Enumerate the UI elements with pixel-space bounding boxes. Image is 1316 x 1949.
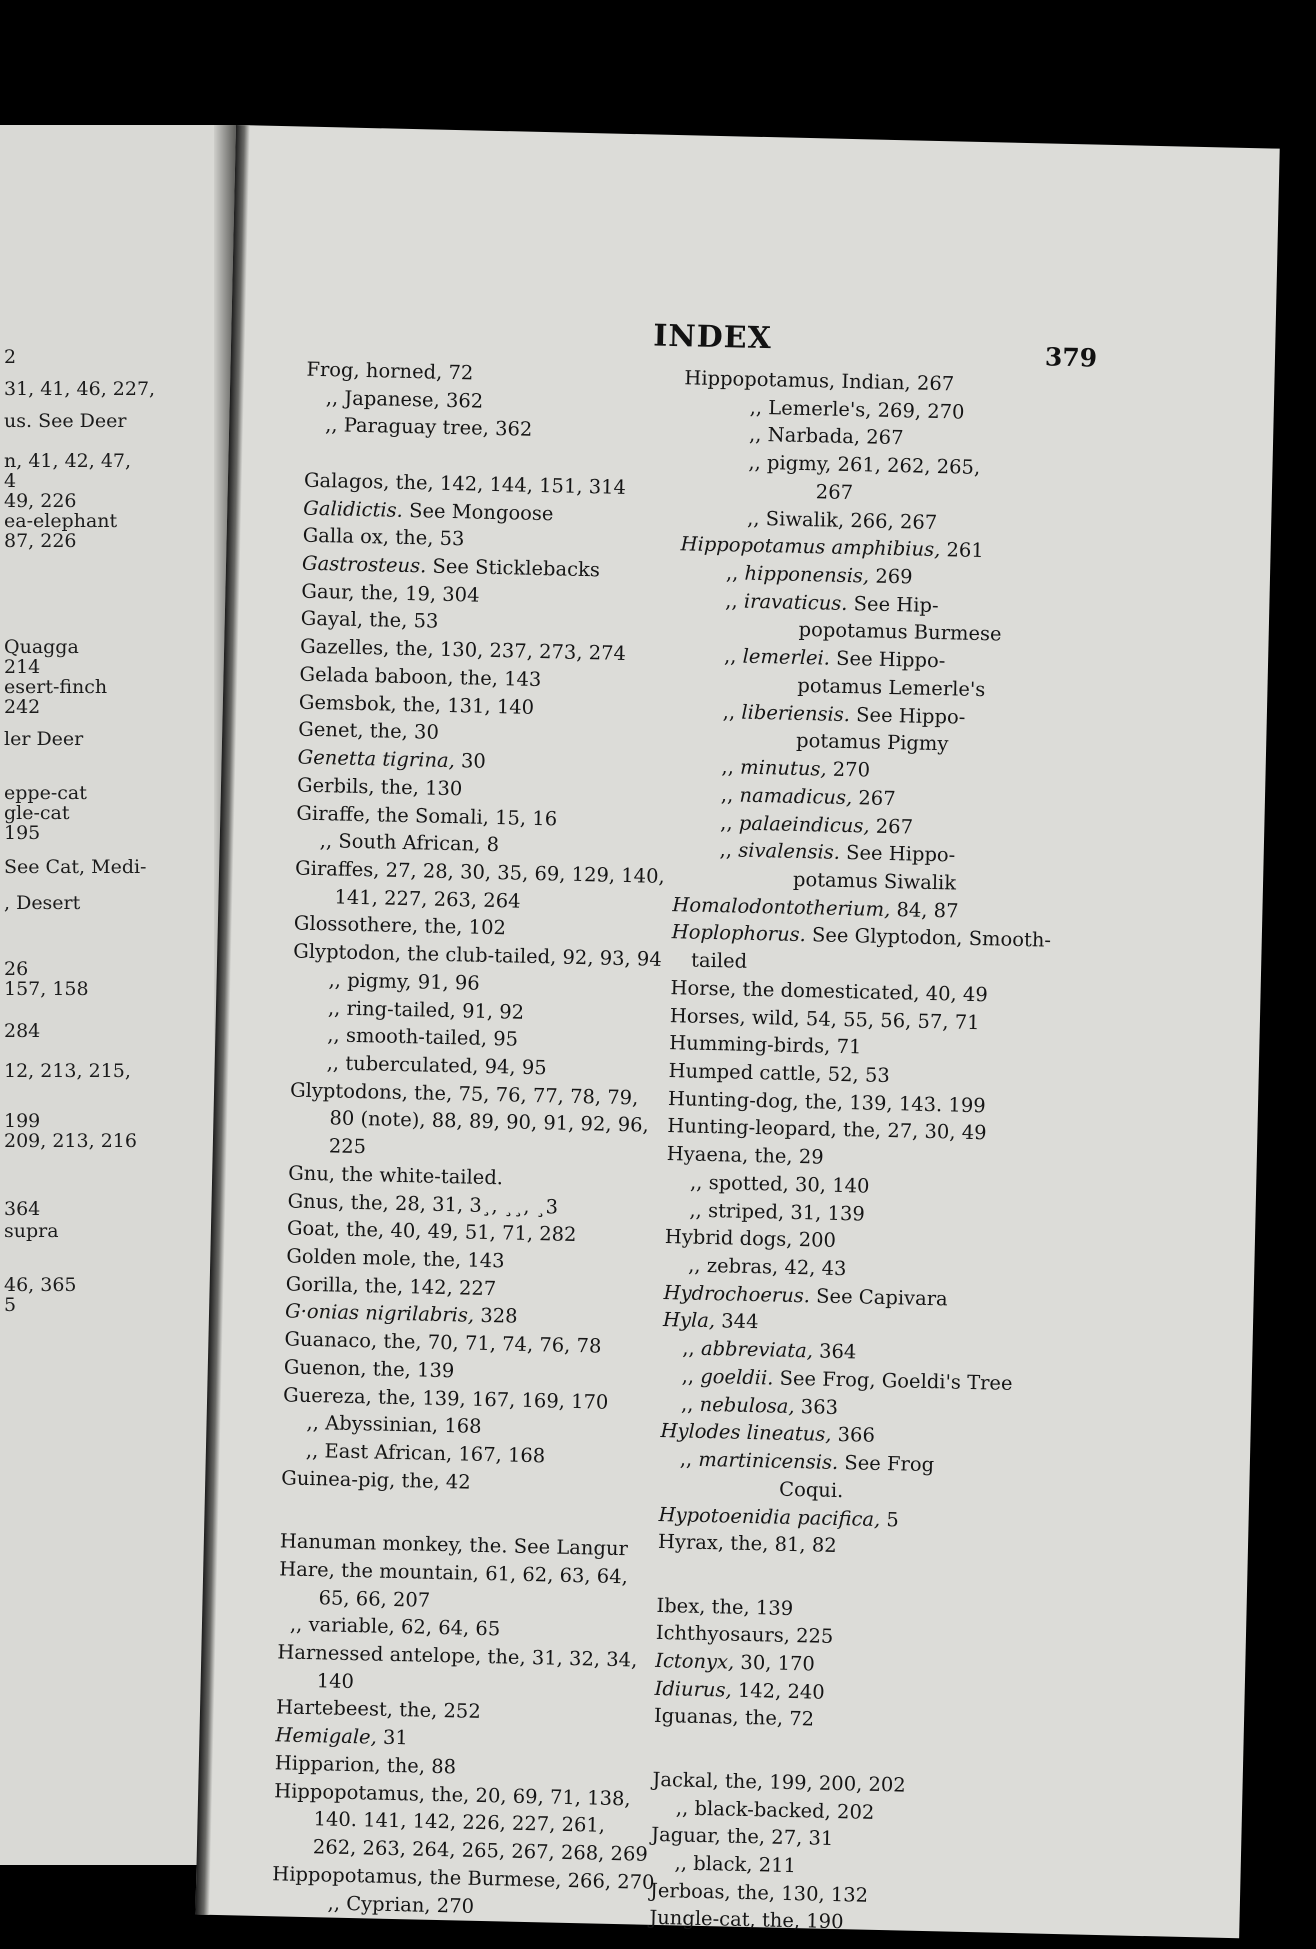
index-text: Galla ox, the, 53 (302, 523, 465, 551)
index-entry (301, 581, 480, 605)
left-page-fragment: ea-elephant (4, 510, 118, 532)
index-text: Ibex, the, 139 (656, 1593, 794, 1620)
index-text: ,, Narbada, 267 (748, 423, 904, 450)
index-entry (651, 1825, 833, 1849)
index-term-italic: Gastrosteus. (301, 551, 427, 578)
index-text: Hyaena, the, 29 (666, 1142, 824, 1169)
index-term-italic: Ictonyx, (655, 1648, 735, 1674)
index-term-italic: Hoplophorus. (671, 920, 807, 947)
index-text: 141, 227, 263, 264 (334, 885, 521, 913)
index-text: Iguanas, the, 72 (653, 1704, 815, 1731)
index-entry (287, 1161, 504, 1190)
index-text: Gnu, the white-tailed. (287, 1161, 504, 1190)
index-text: popotamus Burmese (798, 618, 1002, 646)
index-text: 364 (812, 1339, 857, 1364)
index-text: Galagos, the, 142, 144, 151, 314 (303, 468, 627, 499)
index-entry (816, 482, 854, 502)
index-text: ,, (721, 755, 741, 779)
index-text: Jerboas, the, 130, 132 (649, 1878, 869, 1907)
index-entry (670, 975, 989, 1007)
left-page-fragment: 26 (4, 958, 29, 980)
index-entry (663, 1310, 759, 1332)
index-text: 267 (851, 785, 896, 810)
index-text: 142, 240 (731, 1678, 825, 1704)
index-entry (278, 1557, 629, 1589)
index-entry (656, 1623, 834, 1647)
index-text: 269 (868, 564, 913, 589)
index-entry (301, 609, 439, 632)
left-page-fragment: esert-finch (4, 676, 108, 698)
index-text: ,, (682, 1336, 702, 1361)
index-text: See Hippo- (849, 702, 966, 729)
index-entry (275, 1695, 482, 1724)
index-text: ,, pigmy, 91, 96 (328, 968, 480, 995)
left-page-fragment: 157, 158 (4, 978, 89, 1000)
index-text: ,, tuberculated, 94, 95 (326, 1051, 547, 1080)
index-text: ,, Lemerle's, 269, 270 (749, 395, 965, 424)
left-page-fragment: 209, 213, 216 (4, 1130, 137, 1152)
index-text: 5 (879, 1507, 900, 1531)
index-term-italic: martinicensis. (698, 1447, 839, 1475)
index-term-italic: Hyla, (662, 1308, 716, 1333)
index-entry (667, 1086, 986, 1117)
index-entry (658, 1532, 837, 1556)
left-page-fragment: 49, 226 (4, 490, 77, 512)
index-text: Giraffe, the Somali, 15, 16 (296, 801, 558, 830)
left-page-fragment: 2 (4, 346, 17, 368)
index-entry (675, 1795, 875, 1824)
index-text: Gayal, the, 53 (300, 607, 439, 634)
left-page-fragment: 364 (4, 1198, 41, 1220)
index-entry (725, 588, 939, 617)
index-text: 344 (714, 1309, 759, 1334)
left-page-fragment: eppe-cat (4, 782, 87, 804)
index-entry (668, 1061, 890, 1086)
index-entry (284, 1327, 602, 1358)
index-text: ,, smooth-tailed, 95 (327, 1023, 519, 1051)
index-term-italic: liberiensis. (741, 700, 851, 726)
index-entry (284, 1299, 518, 1329)
index-text: Genet, the, 30 (298, 717, 440, 745)
index-text: Gaur, the, 19, 304 (301, 579, 480, 607)
index-term-italic: minutus, (739, 755, 827, 781)
index-text: ,, variable, 62, 64, 65 (289, 1612, 501, 1641)
index-entry (690, 1172, 870, 1196)
index-text: See Glyptodon, Smooth- (805, 923, 1052, 953)
index-entry (669, 1003, 980, 1034)
index-text: ,, Abyssinian, 168 (306, 1411, 482, 1439)
index-term-italic: Hylodes lineatus, (660, 1419, 832, 1447)
left-page-fragment: gle-cat (4, 802, 70, 824)
index-text: ,, zebras, 42, 43 (687, 1253, 847, 1281)
index-text: See Frog (837, 1451, 935, 1477)
index-entry (724, 646, 946, 671)
index-entry (289, 1612, 501, 1641)
index-text: 328 (473, 1304, 518, 1329)
index-text: Guinea-pig, the, 42 (281, 1466, 471, 1494)
index-entry (275, 1723, 409, 1750)
index-entry (328, 970, 480, 993)
index-text: Humped cattle, 52, 53 (668, 1059, 891, 1088)
index-entry (652, 1767, 907, 1797)
index-text: Hunting-leopard, the, 27, 30, 49 (667, 1114, 987, 1145)
page-title: INDEX (652, 318, 773, 357)
index-entry (654, 1676, 825, 1704)
index-text: Humming-birds, 71 (669, 1031, 862, 1059)
index-text: Hanuman monkey, the. See Langur (279, 1529, 629, 1561)
index-entry (682, 1366, 1013, 1393)
index-entry (658, 1504, 899, 1529)
left-page (0, 125, 236, 1865)
index-entry (316, 1668, 355, 1693)
index-text: ,, ring-tailed, 91, 92 (327, 995, 525, 1024)
index-entry (792, 867, 957, 895)
index-text: ,, South African, 8 (319, 829, 500, 857)
index-term-italic: Hemigale, (275, 1723, 378, 1749)
index-text: Jackal, the, 199, 200, 202 (652, 1767, 907, 1797)
index-entry (279, 1529, 629, 1561)
left-page-fragment: 12, 213, 215, (4, 1060, 131, 1082)
index-text: ,, (719, 838, 739, 862)
index-entry (301, 551, 601, 582)
index-entry (273, 1778, 631, 1811)
index-text: Hippopotamus, the Burmese, 266, 270 (272, 1862, 655, 1894)
index-text: ,, (720, 810, 740, 835)
index-text: Gazelles, the, 130, 237, 273, 274 (299, 634, 627, 666)
index-entry (649, 1878, 869, 1907)
index-entry (318, 1585, 431, 1612)
index-text: Giraffes, 27, 28, 30, 35, 69, 129, 140, (294, 856, 665, 888)
index-entry (721, 757, 870, 780)
index-text: ,, (722, 699, 742, 724)
index-entry (656, 1593, 794, 1620)
index-entry (679, 1447, 935, 1477)
index-text: Frog, horned, 72 (306, 357, 474, 385)
index-term-italic: Idiurus, (654, 1676, 732, 1702)
index-text: 30 (454, 749, 487, 773)
left-page-fragment: 87, 226 (4, 530, 77, 552)
index-text: ,, (723, 644, 743, 668)
left-page-fragment: Quagga (4, 636, 79, 658)
index-text: See Sticklebacks (426, 554, 601, 582)
left-page-fragment: 31, 41, 46, 227, (4, 378, 156, 400)
index-text: Hippopotamus, Indian, 267 (684, 366, 955, 396)
index-text: 84, 87 (890, 897, 959, 923)
index-text: Hippopotamus, the, 20, 69, 71, 138, (273, 1778, 631, 1811)
index-entry (296, 773, 463, 801)
left-page-fragment: See Cat, Medi- (4, 856, 147, 878)
index-entry (672, 892, 959, 923)
index-entry (690, 948, 748, 973)
index-text: Gorilla, the, 142, 227 (285, 1272, 497, 1300)
index-entry (324, 413, 533, 442)
index-text: Hunting-dog, the, 139, 143. 199 (667, 1086, 986, 1117)
index-text: ,, black, 211 (674, 1851, 797, 1878)
index-entry (272, 1864, 655, 1892)
index-term-italic: hipponensis, (744, 561, 870, 588)
index-entry (797, 673, 986, 702)
index-entry (325, 385, 484, 413)
index-text: ,, (725, 561, 745, 585)
index-text: See Capivara (809, 1284, 948, 1311)
index-text: ,, East African, 167, 168 (305, 1439, 546, 1468)
index-text: tailed (690, 948, 748, 973)
index-term-italic: palaeindicus, (738, 811, 870, 838)
index-text: potamus Siwalik (792, 867, 957, 895)
index-entry (303, 498, 554, 523)
index-text: Gelada baboon, the, 143 (299, 662, 542, 691)
index-entry (655, 1648, 816, 1676)
index-text: Guanaco, the, 70, 71, 74, 76, 78 (284, 1327, 602, 1358)
index-term-italic: Hypotoenidia pacifica, (658, 1502, 881, 1531)
index-text: ,, Siwalik, 266, 267 (746, 506, 938, 534)
index-text: Harnessed antelope, the, 31, 32, 34, (277, 1640, 638, 1672)
index-term-italic: G·onias nigrilabris, (284, 1299, 475, 1328)
index-text: Jaguar, the, 27, 31 (651, 1823, 834, 1851)
index-entry (664, 1225, 837, 1253)
index-term-italic: Hydrochoerus. (663, 1280, 811, 1308)
index-entry (287, 1191, 558, 1217)
left-page-fragment: 214 (4, 656, 41, 678)
index-text: ,, Paraguay tree, 362 (324, 413, 533, 442)
index-text: Glyptodons, the, 75, 76, 77, 78, 79, (289, 1078, 639, 1110)
index-text: Gemsbok, the, 131, 140 (298, 690, 535, 719)
index-entry (283, 1355, 455, 1383)
index-entry (313, 1837, 648, 1864)
index-entry (796, 731, 949, 754)
left-page-fragment: 242 (4, 696, 41, 718)
index-entry (749, 425, 904, 448)
index-text: 261 (940, 538, 984, 563)
index-text: Hipparion, the, 88 (274, 1751, 457, 1779)
index-entry (277, 1642, 637, 1670)
index-text: 225 (328, 1134, 367, 1159)
index-text: Glyptodon, the club-tailed, 92, 93, 94 (293, 939, 663, 971)
index-term-italic: sivalensis. (738, 838, 841, 865)
index-entry (299, 664, 541, 689)
index-text: ,, (681, 1364, 701, 1388)
index-text: ,, (720, 782, 740, 807)
index-text: See Hip- (847, 591, 939, 617)
index-entry (798, 620, 1001, 644)
index-entry (306, 357, 474, 385)
index-term-italic: Galidictis. (303, 496, 404, 522)
left-page-fragment: 5 (4, 1294, 17, 1316)
index-entry (297, 745, 487, 773)
index-entry (684, 368, 954, 394)
left-page-fragment: n, 41, 42, 47, (4, 450, 132, 472)
index-column-left (272, 357, 677, 1918)
index-text: Goat, the, 40, 49, 51, 71, 282 (286, 1216, 577, 1247)
index-entry (722, 699, 966, 729)
index-text: See Mongoose (402, 498, 554, 525)
index-text: ,, (725, 588, 745, 613)
index-text: 267 (815, 480, 854, 504)
index-entry (327, 1893, 474, 1916)
index-term-italic: Genetta tigrina, (297, 745, 456, 773)
index-text: 267 (869, 814, 914, 839)
index-entry (720, 782, 896, 810)
index-text: Glossothere, the, 102 (293, 911, 507, 940)
index-text: ,, pigmy, 261, 262, 265, (748, 450, 981, 480)
index-text: See Frog, Goeldi's Tree (773, 1366, 1013, 1395)
index-entry (286, 1216, 577, 1247)
index-text: 31 (376, 1725, 409, 1750)
index-entry (663, 1280, 948, 1311)
index-text: 363 (794, 1394, 839, 1419)
index-text: 80 (note), 88, 89, 90, 91, 92, 96, (329, 1106, 650, 1138)
index-text: ,, Japanese, 362 (325, 385, 484, 413)
index-term-italic: Hippopotamus amphibius, (680, 532, 941, 562)
index-entry (669, 1033, 862, 1057)
index-entry (293, 911, 507, 940)
index-entry (298, 717, 440, 745)
index-entry (289, 1078, 639, 1110)
index-text: 30, 170 (733, 1650, 816, 1676)
index-entry (681, 1394, 838, 1417)
index-term-italic: Homalodontotherium, (672, 892, 891, 921)
left-page-fragment: supra (4, 1220, 59, 1242)
index-text: 366 (831, 1423, 876, 1448)
index-entry (654, 1706, 815, 1729)
left-page-fragment: us. See Deer (4, 410, 127, 432)
index-entry (682, 1336, 857, 1364)
index-text: ,, Cyprian, 270 (327, 1891, 475, 1918)
index-entry (326, 1051, 547, 1080)
left-page-fragment: ler Deer (4, 728, 84, 750)
right-page (195, 125, 1279, 1938)
left-page-fragment: 199 (4, 1110, 41, 1132)
index-entry (667, 1144, 824, 1167)
index-entry (295, 858, 665, 886)
index-entry (649, 1908, 844, 1932)
index-entry (749, 395, 965, 424)
index-text: Gnus, the, 28, 31, 3¸, ¸¸, ¸3 (287, 1189, 559, 1219)
index-text: Coqui. (778, 1477, 844, 1502)
left-page-fragment: 195 (4, 822, 41, 844)
index-text: 270 (826, 757, 871, 782)
index-text: ,, (680, 1392, 700, 1416)
index-entry (689, 1198, 866, 1226)
index-text: Hybrid dogs, 200 (664, 1225, 837, 1253)
index-term-italic: abbreviata, (700, 1337, 814, 1363)
index-entry (285, 1274, 496, 1298)
index-text: ,, (679, 1447, 699, 1471)
index-entry (306, 1441, 546, 1466)
index-term-italic: goeldii. (700, 1364, 774, 1390)
index-entry (299, 634, 627, 666)
index-text: potamus Lemerle's (797, 673, 986, 702)
index-entry (329, 1106, 650, 1138)
index-entry (296, 803, 557, 828)
index-text: ,, spotted, 30, 140 (689, 1170, 870, 1198)
index-entry (281, 1468, 471, 1492)
index-entry (720, 810, 914, 839)
index-text: potamus Pigmy (795, 729, 949, 756)
index-term-italic: nebulosa, (699, 1392, 795, 1418)
index-entry (303, 468, 627, 499)
index-text: 140 (316, 1668, 355, 1693)
index-text: See Hippo- (829, 646, 946, 673)
index-entry (719, 840, 955, 865)
index-term-italic: iravaticus. (743, 589, 848, 615)
index-text: 140. 141, 142, 226, 227, 261, (313, 1807, 606, 1838)
index-entry (283, 1385, 609, 1412)
index-entry (671, 920, 1052, 953)
index-text: ,, striped, 31, 139 (689, 1198, 866, 1226)
index-text: Gerbils, the, 130 (296, 773, 463, 801)
index-term-italic: lemerlei. (742, 644, 831, 670)
left-page-fragment: 46, 365 (4, 1274, 77, 1296)
index-entry (327, 1023, 519, 1051)
index-entry (334, 887, 520, 911)
index-text: Hyrax, the, 81, 82 (657, 1530, 837, 1558)
index-text: See Hippo- (839, 841, 956, 867)
index-entry (320, 831, 500, 855)
left-page-fragment: 284 (4, 1020, 41, 1042)
index-entry (313, 1807, 606, 1838)
index-text: Horses, wild, 54, 55, 56, 57, 71 (669, 1003, 980, 1034)
index-text: Hartebeest, the, 252 (275, 1695, 482, 1724)
index-entry (275, 1753, 457, 1777)
index-text: ,, black-backed, 202 (675, 1795, 875, 1824)
index-text: Hare, the mountain, 61, 62, 63, 64, (278, 1557, 629, 1589)
index-entry (748, 450, 981, 480)
index-text: Golden mole, the, 143 (286, 1244, 505, 1273)
index-term-italic: namadicus, (739, 783, 853, 809)
index-column-right (649, 366, 1055, 1934)
index-entry (726, 563, 913, 587)
index-entry (306, 1411, 482, 1439)
index-entry (687, 1253, 847, 1281)
index-entry (328, 1134, 367, 1159)
index-text: Guereza, the, 139, 167, 169, 170 (282, 1383, 609, 1414)
index-text: 262, 263, 264, 265, 267, 268, 269 (312, 1835, 649, 1866)
index-entry (299, 692, 535, 717)
index-text: Ichthyosaurs, 225 (655, 1621, 834, 1649)
index-text: Jungle-cat, the, 190 (649, 1906, 844, 1934)
index-entry (293, 939, 663, 971)
index-entry (680, 532, 984, 563)
page-number: 379 (1044, 342, 1098, 373)
left-page-fragment: 4 (4, 470, 17, 492)
index-entry (779, 1479, 844, 1500)
index-entry (302, 523, 465, 551)
index-entry (667, 1116, 987, 1143)
index-entry (747, 508, 937, 532)
index-text: 65, 66, 207 (318, 1585, 431, 1612)
index-text: Guenon, the, 139 (283, 1355, 455, 1383)
index-entry (286, 1244, 505, 1273)
index-entry (674, 1851, 797, 1878)
index-entry (327, 995, 525, 1024)
left-page-fragment: , Desert (4, 892, 81, 914)
index-entry (660, 1419, 876, 1448)
index-text: Horse, the domesticated, 40, 49 (670, 975, 989, 1007)
